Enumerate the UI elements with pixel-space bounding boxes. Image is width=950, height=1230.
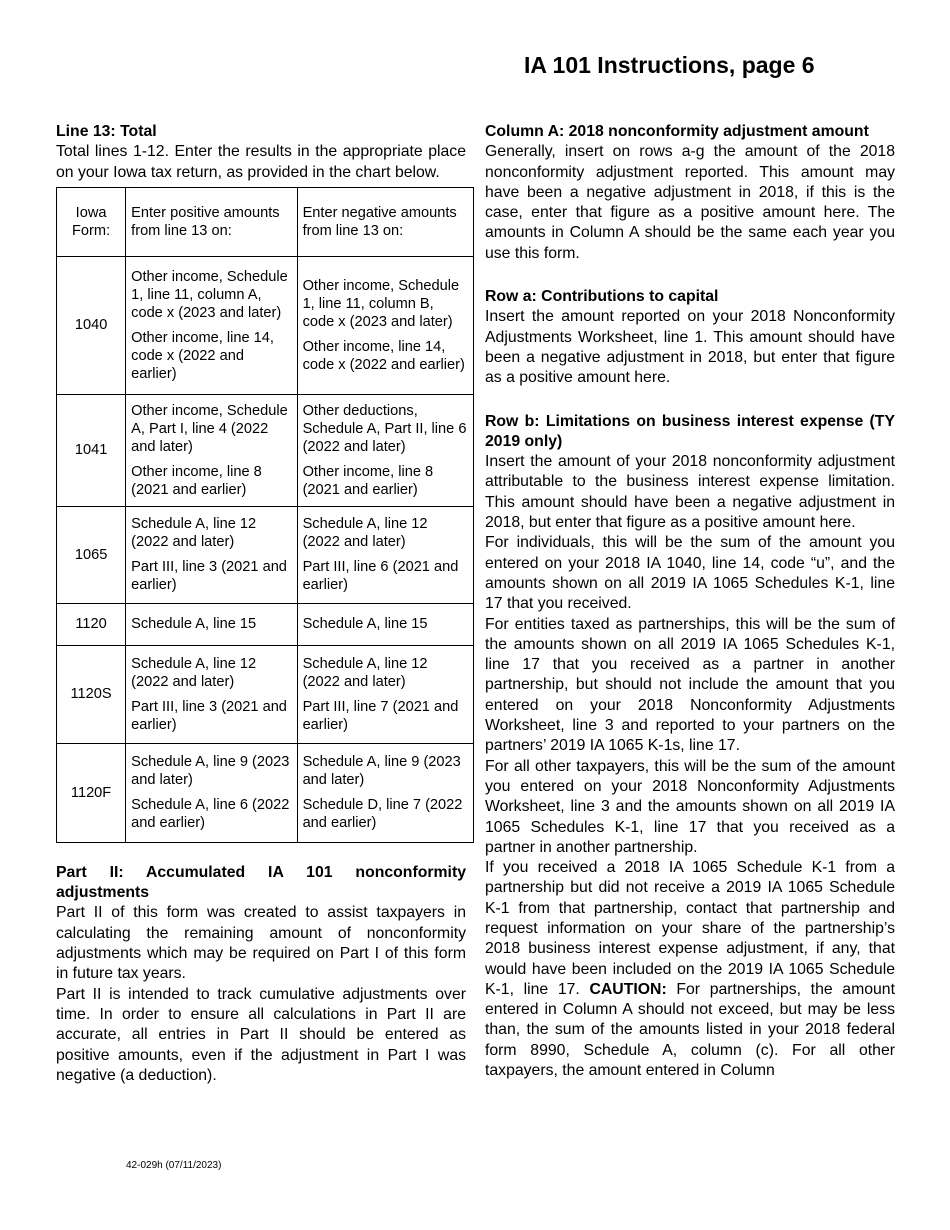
positive-entry: Schedule A, line 15 bbox=[131, 616, 257, 633]
left-column bbox=[56, 122, 466, 1086]
table-row bbox=[57, 256, 474, 394]
positive-entry: Schedule A, line 12 (2022 and later) bbox=[131, 516, 257, 551]
positive-entry: Schedule A, line 9 (2023 and later) bbox=[131, 754, 290, 789]
positive-entry: Other income, Schedule A, Part I, line 4 (2022 and later) bbox=[131, 402, 288, 455]
column-a-heading: Column A: 2018 nonconformity adjustment amount bbox=[485, 123, 869, 140]
column-a-text: Generally, insert on rows a-g the amount of the 2018 nonconformity adjustment reported. This amount may have been a negative adjustment in 2018, if this is the case, enter that figure as a positive amount here. The amounts in Column A should be the same each year you use this form. bbox=[485, 143, 895, 262]
negative-entry: Part III, line 7 (2021 and earlier) bbox=[302, 698, 459, 733]
form-cell: 1040 bbox=[57, 256, 126, 394]
header-positive: Enter positive amounts from line 13 on: bbox=[126, 187, 297, 256]
negative-cell bbox=[297, 645, 473, 743]
positive-entry: Other income, line 14, code x (2022 and earlier) bbox=[131, 329, 274, 382]
positive-entry: Schedule A, line 6 (2022 and earlier) bbox=[131, 797, 290, 832]
positive-cell bbox=[126, 394, 297, 506]
line13-text: Total lines 1-12. Enter the results in the appropriate place on your Iowa tax return, as provided in the chart below. bbox=[56, 143, 466, 181]
table-row bbox=[57, 394, 474, 506]
negative-entry: Other income, line 14, code x (2022 and earlier) bbox=[302, 338, 465, 373]
header-negative: Enter negative amounts from line 13 on: bbox=[297, 187, 473, 256]
row-a-heading: Row a: Contributions to capital bbox=[485, 288, 719, 306]
page-title: IA 101 Instructions, page 6 bbox=[524, 52, 815, 78]
positive-entry: Other income, line 8 (2021 and earlier) bbox=[131, 463, 262, 498]
part2-paragraph: Part II of this form was created to assist taxpayers in calculating the remaining amount of nonconformity adjustments which may be required on Part I of this form in future tax years. bbox=[56, 904, 466, 983]
positive-cell bbox=[126, 506, 297, 603]
form-cell: 1120S bbox=[57, 645, 126, 743]
form-cell: 1120 bbox=[57, 603, 126, 645]
negative-cell bbox=[297, 256, 473, 394]
form-cell: 1120F bbox=[57, 743, 126, 842]
row-b-paragraph: For individuals, this will be the sum of the amount you entered on your 2018 IA 1040, line 14, code “u”, and the amounts shown on all 2019 IA 1065 Schedules K-1, line 17 that you received. bbox=[485, 534, 895, 613]
part2-paragraph: Part II is intended to track cumulative adjustments over time. In order to ensure all calculations in Part II are accurate, all entries in Part II should be entered as positive amounts, even if the adjustment in Part I was negative (a deduction). bbox=[56, 985, 466, 1084]
negative-entry: Schedule A, line 15 bbox=[302, 616, 428, 633]
header-iowa-form: Iowa Form: bbox=[57, 187, 126, 256]
right-column bbox=[485, 122, 895, 1081]
negative-entry: Part III, line 6 (2021 and earlier) bbox=[302, 559, 459, 594]
negative-entry: Schedule D, line 7 (2022 and earlier) bbox=[302, 797, 463, 832]
negative-cell bbox=[297, 743, 473, 842]
table-row bbox=[57, 645, 474, 743]
positive-cell bbox=[126, 603, 297, 645]
negative-entry: Schedule A, line 12 (2022 and later) bbox=[302, 516, 428, 551]
negative-entry: Other income, Schedule 1, line 11, column B, code x (2023 and later) bbox=[302, 277, 460, 330]
negative-cell bbox=[297, 603, 473, 645]
row-b-paragraph: For all other taxpayers, this will be the sum of the amount you entered on your 2018 Nonconformity Adjustments Worksheet, line 3 and the amounts shown on all 2019 IA 1065 Schedules K-1, line 17 that you received as a partner in another partnership. bbox=[485, 757, 895, 856]
form-cell: 1041 bbox=[57, 394, 126, 506]
row-b-paragraph bbox=[485, 858, 895, 1081]
iowa-form-chart bbox=[56, 187, 474, 843]
negative-cell bbox=[297, 394, 473, 506]
positive-entry: Part III, line 3 (2021 and earlier) bbox=[131, 698, 287, 733]
negative-entry: Other deductions, Schedule A, Part II, line 6 (2022 and later) bbox=[302, 402, 467, 455]
row-b-paragraph: Insert the amount of your 2018 nonconformity adjustment attributable to the business interest expense limitation. This amount should have been a negative adjustment in 2018, but enter that figure as a positive amount here. bbox=[485, 453, 895, 532]
negative-entry: Other income, line 8 (2021 and earlier) bbox=[302, 463, 434, 498]
form-footer: 42-029h (07/11/2023) bbox=[126, 1160, 222, 1171]
form-cell: 1065 bbox=[57, 506, 126, 603]
negative-entry: Schedule A, line 9 (2023 and later) bbox=[302, 754, 461, 789]
positive-entry: Part III, line 3 (2021 and earlier) bbox=[131, 559, 287, 594]
part2-heading: Part II: Accumulated IA 101 nonconformity adjustments bbox=[56, 863, 466, 902]
positive-entry: Schedule A, line 12 (2022 and later) bbox=[131, 655, 257, 690]
row-b-heading: Row b: Limitations on business interest expense (TY 2019 only) bbox=[485, 412, 895, 450]
line13-heading: Line 13: Total bbox=[56, 123, 157, 140]
negative-entry: Schedule A, line 12 (2022 and later) bbox=[302, 655, 428, 690]
positive-cell bbox=[126, 645, 297, 743]
row-a-text: Insert the amount reported on your 2018 Nonconformity Adjustments Worksheet, line 1. This amount should have been a negative adjustment in 2018, but enter that figure as a positive amount here. bbox=[485, 308, 895, 387]
row-b-text: For partnerships, the amount entered in Column A should not exceed, but may be less than, the sum of the amounts listed in your 2018 federal form 8990, Schedule A, column (c). For all other taxpayers, the amount entered in Column bbox=[485, 980, 895, 1080]
positive-cell bbox=[126, 743, 297, 842]
row-b-text: If you received a 2018 IA 1065 Schedule K-1 from a partnership but did not receive a 2019 IA 1065 Schedule K-1 from that partnership, contact that partnership and request information on your share of the partnership’s 2018 business interest expense adjustment, if any, that would have been included on the 2019 IA 1065 Schedule K-1, line 17. bbox=[485, 859, 895, 998]
positive-cell bbox=[126, 256, 297, 394]
positive-entry: Other income, Schedule 1, line 11, column A, code x (2023 and later) bbox=[131, 268, 288, 321]
table-row bbox=[57, 603, 474, 645]
negative-cell bbox=[297, 506, 473, 603]
caution-label: CAUTION: bbox=[589, 980, 667, 998]
table-header-row bbox=[57, 187, 474, 256]
table-row bbox=[57, 743, 474, 842]
table-row bbox=[57, 506, 474, 603]
row-b-paragraph: For entities taxed as partnerships, this will be the sum of the amounts shown on all 2019 IA 1065 Schedules K-1, line 17 that you received as a partner in another partnership, but should not include the amount that you entered on your 2018 Nonconformity Adjustments Worksheet, line 3 and reported to your partners on the partners’ 2019 IA 1065 K-1s, line 17. bbox=[485, 615, 895, 755]
